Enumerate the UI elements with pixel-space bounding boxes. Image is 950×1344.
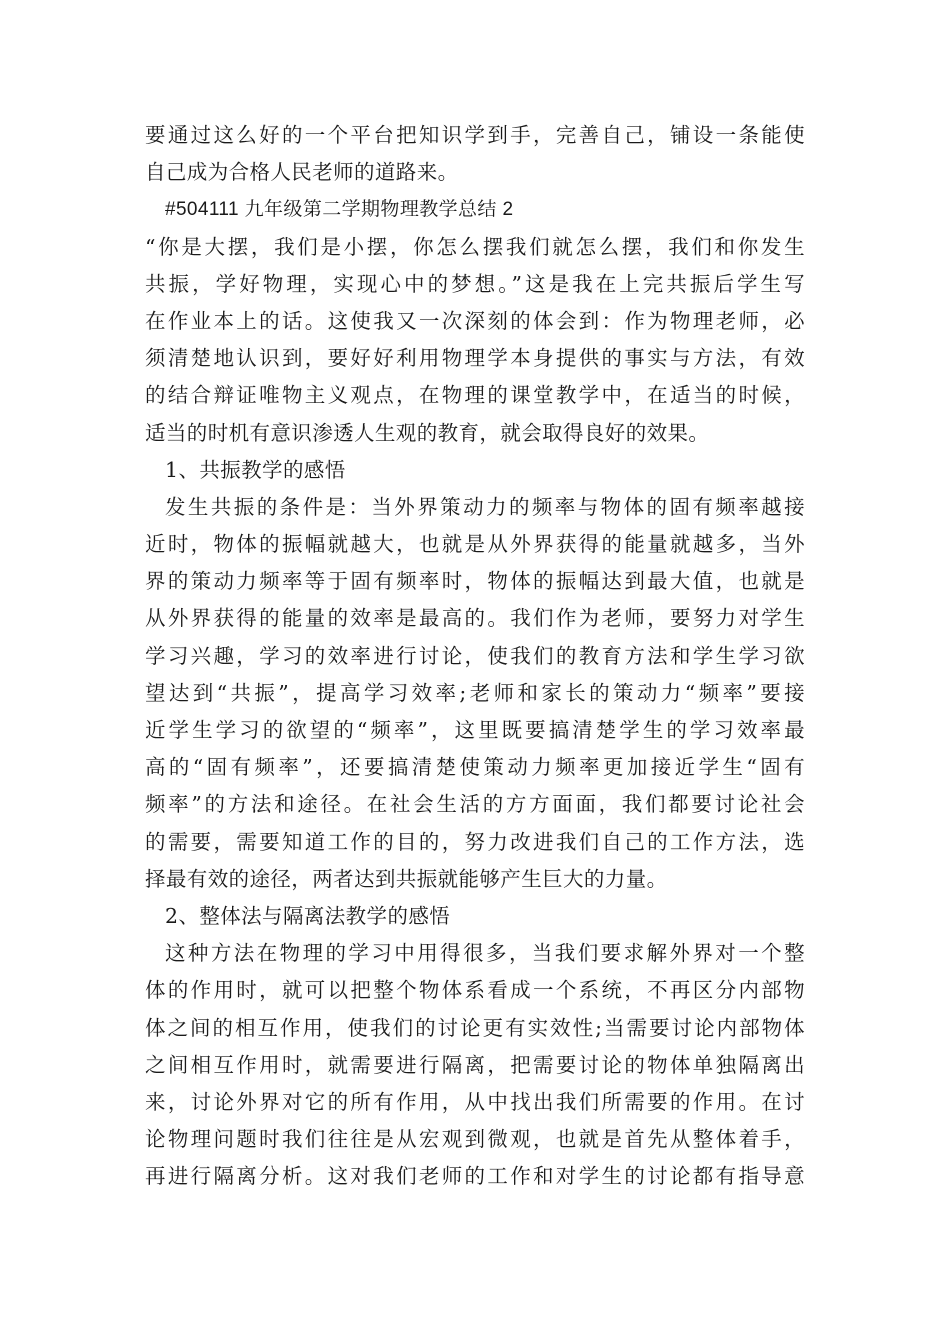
text-line: 学习兴趣，学习的效率进行讨论，使我们的教育方法和学生学习欲: [145, 643, 805, 668]
text-line: 高的“固有频率”，还要搞清楚使策动力频率更加接近学生“固有: [145, 755, 805, 780]
text-line: 共振，学好物理，实现心中的梦想。”这是我在上完共振后学生写: [145, 271, 805, 296]
text-line: 须清楚地认识到，要好好利用物理学本身提供的事实与方法，有效: [145, 346, 805, 371]
text-line: 近学生学习的欲望的“频率”，这里既要搞清楚学生的学习效率最: [145, 718, 805, 742]
text-line: 界的策动力频率等于固有频率时，物体的振幅达到最大值，也就是: [145, 569, 805, 594]
text-line: 自己成为合格人民老师的道路来。: [145, 160, 459, 185]
text-line: 望达到“共振”，提高学习效率;老师和家长的策动力“频率”要接: [145, 680, 805, 705]
text-line: “你是大摆，我们是小摆，你怎么摆我们就怎么摆，我们和你发生: [145, 234, 805, 259]
document-body: [145, 117, 805, 1195]
text-line: 在作业本上的话。这使我又一次深刻的体会到：作为物理老师，必: [145, 308, 805, 333]
section-title: #504111 九年级第二学期物理教学总结 2: [165, 199, 514, 221]
text-line: 之间相互作用时，就需要进行隔离，把需要讨论的物体单独隔离出: [145, 1052, 805, 1077]
text-line: 论物理问题时我们往往是从宏观到微观，也就是首先从整体着手，: [145, 1127, 805, 1152]
text-line: 的结合辩证唯物主义观点，在物理的课堂教学中，在适当的时候，: [145, 383, 805, 408]
text-line: 从外界获得的能量的效率是最高的。我们作为老师，要努力对学生: [145, 606, 805, 631]
text-line: 体的作用时，就可以把整个物体系看成一个系统，不再区分内部物: [145, 978, 805, 1003]
text-line: 这种方法在物理的学习中用得很多，当我们要求解外界对一个整: [165, 941, 805, 966]
text-line: 来，讨论外界对它的所有作用，从中找出我们所需要的作用。在讨: [145, 1089, 805, 1114]
text-line: 发生共振的条件是：当外界策动力的频率与物体的固有频率越接: [165, 494, 805, 519]
text-line: 择最有效的途径，两者达到共振就能够产生巨大的力量。: [145, 866, 668, 891]
text-line: 适当的时机有意识渗透人生观的教育，就会取得良好的效果。: [145, 420, 710, 445]
text-line: 的需要，需要知道工作的目的，努力改进我们自己的工作方法，选: [145, 829, 805, 854]
text-line: 近时，物体的振幅就越大，也就是从外界获得的能量就越多，当外: [145, 532, 805, 557]
text-line: 体之间的相互作用，使我们的讨论更有实效性;当需要讨论内部物体: [145, 1015, 805, 1040]
text-line: 再进行隔离分析。这对我们老师的工作和对学生的讨论都有指导意: [145, 1164, 805, 1189]
text-line: 要通过这么好的一个平台把知识学到手，完善自己，铺设一条能使: [145, 123, 805, 147]
subsection-heading: 2、整体法与隔离法教学的感悟: [165, 903, 451, 928]
text-line: 频率”的方法和途径。在社会生活的方方面面，我们都要讨论社会: [145, 792, 805, 817]
subsection-heading: 1、共振教学的感悟: [165, 457, 346, 482]
